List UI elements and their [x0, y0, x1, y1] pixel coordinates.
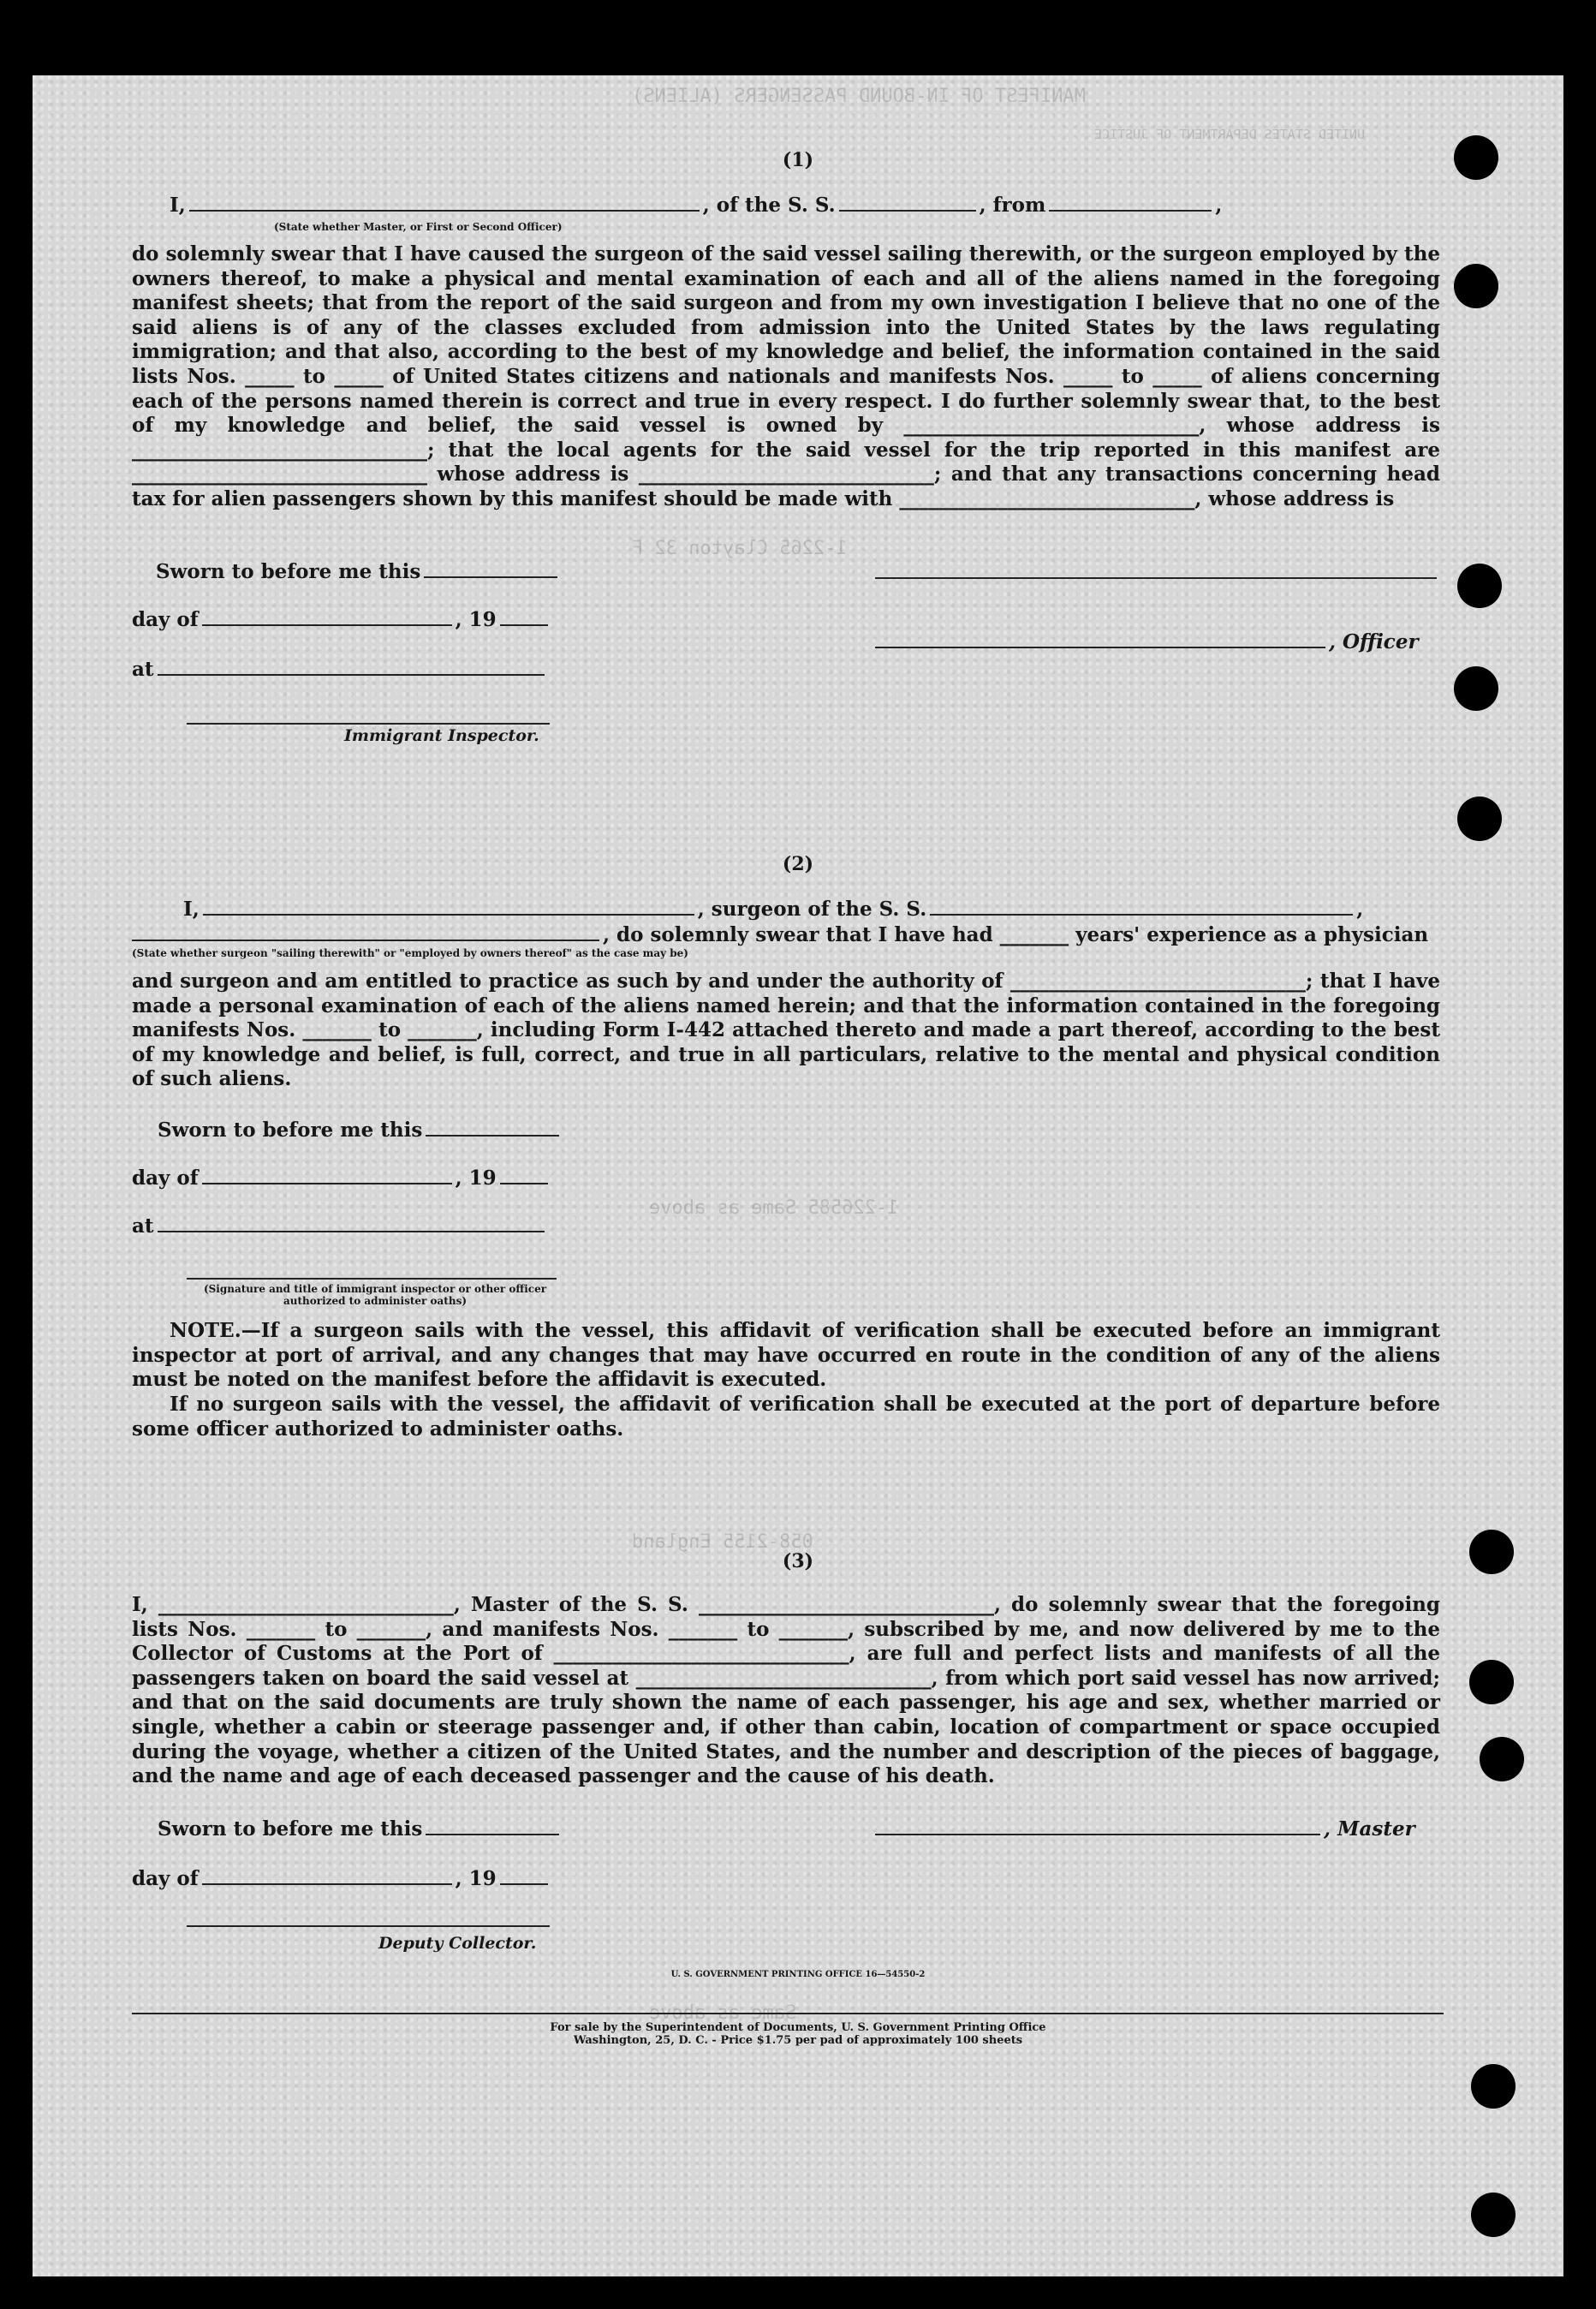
section2-second-line	[132, 923, 1428, 946]
section3-master-row	[875, 1817, 1415, 1841]
footer-rule	[132, 2013, 1444, 2014]
section3-day-row	[132, 1867, 551, 1890]
year-field[interactable]	[500, 1868, 548, 1885]
punch-hole	[1454, 264, 1498, 308]
day-of-label: day of	[132, 608, 199, 631]
section3-heading: (3)	[782, 1550, 814, 1572]
bleed-through-text: Same as above	[649, 2002, 797, 2024]
section2-oath-line: I, , surgeon of the S. S. ,	[183, 898, 1364, 921]
year-field[interactable]	[500, 1167, 548, 1184]
sale-notice-line1: For sale by the Superintendent of Documents, U. S. Government Printing Office	[550, 2021, 1046, 2034]
at-label: at	[132, 1214, 154, 1238]
manifest-sheet	[33, 75, 1563, 2276]
surgeon-name-field[interactable]	[203, 898, 694, 916]
section2-sworn-row	[158, 1119, 563, 1142]
note-paragraph: NOTE.—If a surgeon sails with the vessel, this affidavit of verification shall be executed before an immigrant inspector at port of arrival, and any changes that may have occurred en route in the condition of any of the aliens must be noted on the manifest before the affidavit is executed.	[132, 1319, 1440, 1392]
day-of-label: day of	[132, 1867, 199, 1890]
examiner-signature-caption	[195, 1283, 555, 1307]
bleed-through-text: 058-2155 England	[632, 1531, 813, 1553]
section2-day-row	[132, 1166, 551, 1190]
section1-officer-row	[875, 630, 1419, 653]
at-place-field[interactable]	[158, 1215, 545, 1232]
bleed-through-text: MANIFEST OF IN-BOUND PASSENGERS (ALIENS)	[632, 86, 1086, 107]
gpo-imprint: U. S. GOVERNMENT PRINTING OFFICE 16—54550-2	[670, 1970, 926, 1979]
sworn-label: Sworn to before me this	[158, 1817, 423, 1841]
bleed-through-text: 1-226585 Same as above	[649, 1197, 899, 1219]
section1-heading: (1)	[782, 149, 814, 171]
vessel-name-field[interactable]	[839, 194, 976, 212]
day-of-label: day of	[132, 1166, 199, 1190]
section1-paragraph: do solemnly swear that I have caused the surgeon of the said vessel sailing therewith, or the surgeon employed by the owners thereof, to make a physical and mental examination of each and all of the aliens named in the foregoing manifest sheets; that from the report of the said surgeon and from my own investigation I believe that no one of the said aliens is of any of the classes excluded from admission into the United States by the laws regulating immigration; and that also, according to the best of my knowledge and belief, the information contained in the said lists Nos. _____ to _____ of United States citizens and nationals and manifests Nos. _____ to _____ of aliens concerning each of the persons named therein is correct and true in every respect. I do further solemnly swear that, to the best of my knowledge and belief, the said vessel is owned by ______________________________, whose address is ______________________________; that the local agents for the said vessel for the trip reported in this manifest are ______________________________ whose address is ______________________________; and that any transactions concerning head tax for alien passengers shown by this manifest should be made with ______________________________, whose address is	[132, 242, 1440, 510]
no-surgeon-paragraph: If no surgeon sails with the vessel, the affidavit of verification shall be executed at the port of departure before some officer authorized to administer oaths.	[132, 1393, 1440, 1441]
punch-hole	[1480, 1737, 1524, 1781]
surgeon-vessel-field[interactable]	[930, 898, 1353, 916]
day-month-field[interactable]	[202, 1868, 452, 1885]
year-label: , 19	[455, 1166, 497, 1190]
section1-day-row	[132, 608, 551, 631]
punch-hole	[1471, 2064, 1516, 2109]
officer-rank-field[interactable]	[189, 194, 700, 212]
punch-hole	[1471, 2193, 1516, 2237]
punch-hole	[1457, 797, 1502, 841]
section1-ss-label: , of the S. S.	[702, 194, 836, 217]
punch-hole	[1457, 564, 1502, 608]
master-signature-field[interactable]	[875, 1818, 1320, 1835]
surgeon-status-caption: (State whether surgeon "sailing therewith" or "employed by owners thereof" as the case may be)	[132, 947, 688, 959]
sworn-label: Sworn to before me this	[156, 560, 421, 583]
punch-hole	[1454, 135, 1498, 180]
sworn-label: Sworn to before me this	[158, 1119, 423, 1142]
section1-from-label: , from	[979, 194, 1046, 217]
officer-name-field[interactable]	[875, 631, 1325, 648]
section1-at-row	[132, 658, 548, 681]
punch-hole	[1469, 1660, 1514, 1704]
section1-i-label: I,	[170, 194, 186, 217]
at-place-field[interactable]	[158, 659, 545, 676]
sworn-date-field[interactable]	[426, 1119, 559, 1137]
day-month-field[interactable]	[202, 609, 452, 626]
master-label: , Master	[1324, 1817, 1415, 1841]
examiner-signature-line[interactable]	[187, 1278, 557, 1280]
examiner-caption-text: (Signature and title of immigrant inspector or other officer authorized to administer oaths)	[203, 1283, 547, 1307]
deputy-collector-label: Deputy Collector.	[378, 1934, 537, 1953]
departure-port-field[interactable]	[1049, 194, 1212, 212]
officer-signature-line[interactable]	[875, 577, 1437, 579]
collector-signature-line[interactable]	[187, 1925, 550, 1927]
sworn-date-field[interactable]	[426, 1818, 559, 1835]
section2-i-label: I,	[183, 898, 200, 921]
sworn-date-field[interactable]	[424, 561, 557, 578]
at-label: at	[132, 658, 154, 681]
officer-rank-caption: (State whether Master, or First or Second Officer)	[274, 221, 563, 233]
day-month-field[interactable]	[202, 1167, 452, 1184]
punch-hole	[1469, 1530, 1514, 1574]
inspector-signature-line[interactable]	[187, 723, 550, 725]
section3-paragraph: I, ______________________________, Master of the S. S. ______________________________, do solemnly swear that the foregoing lists Nos. _______ to _______, and manifests Nos. _______ to _______, subscribed by me, and now delivered by me to the Collector of Customs at the Port of ______________________________, are full and perfect lists and manifests of all the passengers taken on board the said vessel at ______________________________, from which port said vessel has now arrived; and that on the said documents are truly shown the name of each passenger, his age and sex, whether married or single, whether a cabin or steerage passenger and, if other than cabin, location of compartment or space occupied during the voyage, whether a citizen of the United States, and the number and description of the pieces of baggage, and the name and age of each deceased passenger and the cause of his death.	[132, 1593, 1440, 1788]
punch-hole	[1454, 666, 1498, 711]
officer-label: , Officer	[1329, 630, 1419, 653]
section2-paragraph: and surgeon and am entitled to practice as such by and under the authority of ______________________________; that I have made a personal examination of each of the aliens named herein; and that the information contained in the foregoing manifests Nos. _______ to _______, including Form I-442 attached thereto and made a part thereof, according to the best of my knowledge and belief, is full, correct, and true in all particulars, relative to the mental and physical condition of such aliens.	[132, 970, 1440, 1091]
section2-at-row	[132, 1214, 548, 1238]
section2-ss-label: , surgeon of the S. S.	[697, 898, 927, 921]
section1-oath-line: I, , of the S. S. , from ,	[170, 194, 1223, 217]
section3-sworn-row	[158, 1817, 563, 1841]
year-label: , 19	[455, 1867, 497, 1890]
section2-line2: , do solemnly swear that I have had _______ years' experience as a physician	[603, 923, 1429, 946]
bleed-through-text: UNITED STATES DEPARTMENT OF JUSTICE	[1094, 127, 1366, 142]
section2-heading: (2)	[782, 853, 814, 875]
section1-sworn-row	[156, 560, 561, 583]
immigrant-inspector-label: Immigrant Inspector.	[344, 726, 539, 745]
surgeon-status-field[interactable]	[132, 924, 599, 941]
sale-notice-line2: Washington, 25, D. C. - Price $1.75 per pad of approximately 100 sheets	[573, 2034, 1023, 2047]
bleed-through-text: 1-2265 Clayton 32 F	[632, 538, 848, 559]
year-field[interactable]	[500, 609, 548, 626]
year-label: , 19	[455, 608, 497, 631]
